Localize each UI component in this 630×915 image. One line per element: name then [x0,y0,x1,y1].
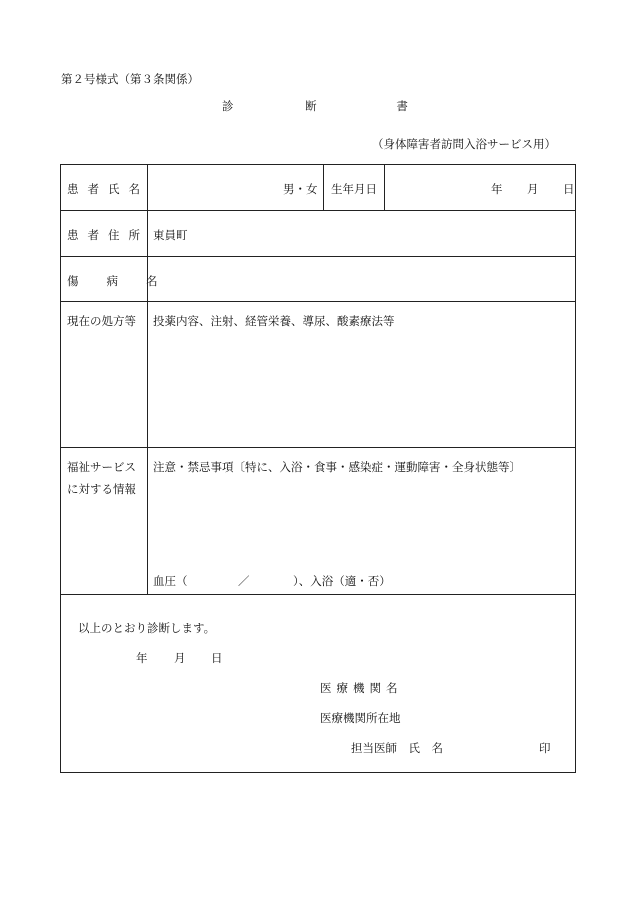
row-divider [61,447,575,448]
prescription-label: 現在の処方等 [67,314,136,328]
doctor-name-label: 担当医師 氏 名 [351,741,443,755]
institution-name-label: 医療機関名 [320,681,403,695]
birthdate-divider-right [384,165,385,210]
blood-pressure-prefix: 血圧（ [153,574,188,588]
welfare-hint[interactable]: 注意・禁忌事項〔特に、入浴・食事・感染症・運動障害・全身状態等〕 [153,460,521,474]
diagnosis-form-table [60,164,576,773]
date-month: 月 [174,651,186,665]
row-divider [61,210,575,211]
bath-suitability[interactable]: ）、入浴（適・否） [293,574,391,588]
blood-pressure-slash: ／ [238,574,250,588]
institution-address-label: 医療機関所在地 [320,711,401,725]
birthdate-divider-left [323,165,324,210]
row-divider [61,256,575,257]
seal-mark: 印 [539,741,551,755]
sex-options[interactable]: 男・女 [283,182,318,196]
document-subtitle: （身体障害者訪問入浴サービス用） [372,137,556,151]
prescription-hint[interactable]: 投薬内容、注射、経管栄養、導尿、酸素療法等 [153,314,395,328]
title-char-1: 診 [222,99,234,113]
title-char-2: 断 [305,99,317,113]
patient-name-label: 患者氏名 [67,182,149,196]
form-number: 第２号様式（第３条関係） [61,72,199,86]
welfare-label-line1: 福祉サービス [67,460,136,474]
birthdate-month: 月 [527,182,539,196]
welfare-label-line2: に対する情報 [67,482,136,496]
row-divider [61,301,575,302]
birthdate-label: 生年月日 [331,182,377,196]
row-divider [61,594,575,595]
declaration: 以上のとおり診断します。 [78,621,216,635]
document-title [222,98,408,114]
date-year: 年 [136,651,148,665]
birthdate-day: 日 [563,182,575,196]
date-day: 日 [211,651,223,665]
disease-label: 傷病名 [67,274,186,288]
address-value[interactable]: 東員町 [153,228,188,242]
birthdate-year: 年 [491,182,503,196]
title-char-3: 書 [396,99,408,113]
address-label: 患者住所 [67,228,149,242]
